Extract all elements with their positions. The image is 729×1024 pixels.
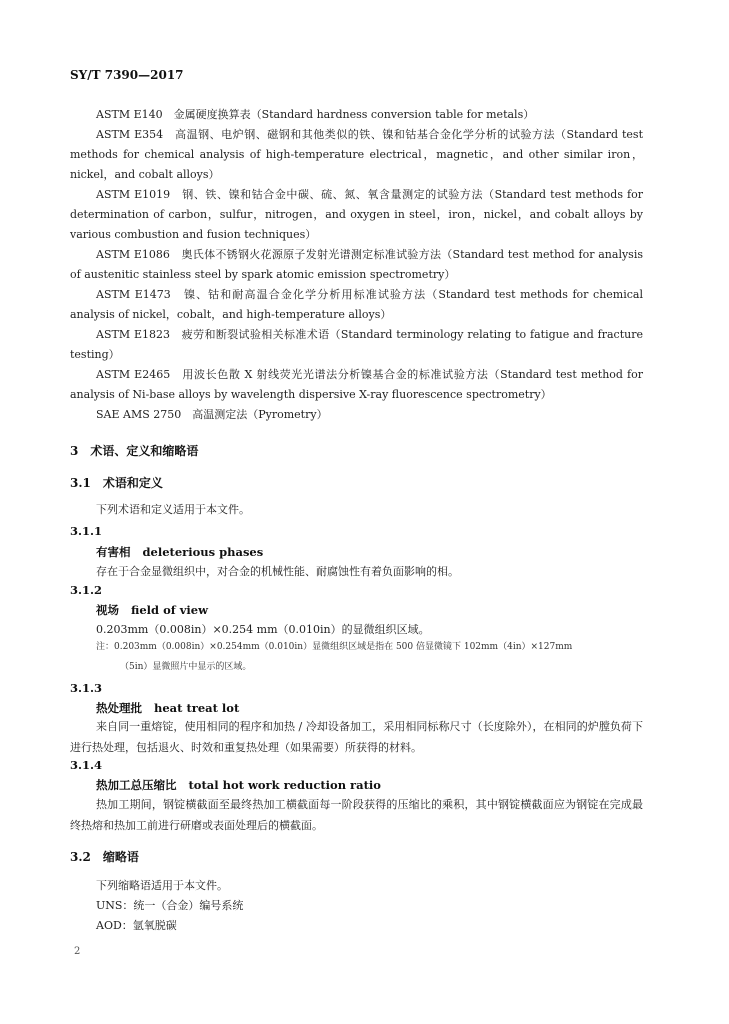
section-3-heading: 3 术语、定义和缩略语 (70, 444, 199, 458)
page-number: 2 (74, 946, 81, 957)
abbreviation-item: AOD：氩氧脱碳 (96, 919, 177, 932)
term-chinese: 热处理批 (96, 701, 142, 715)
term-note: 注：0.203mm（0.008in）×0.254mm（0.010in）显微组织区域是指在 500 倍显微镜下 102mm（4in）×127mm （5in）显微照片中显示的区域。 (96, 642, 573, 672)
term-english: field of view (131, 603, 208, 617)
term-number: 3.1.1 (70, 524, 103, 538)
section-3-1-heading: 3.1 术语和定义 (70, 476, 163, 490)
term-definition: 来自同一重熔锭，使用相同的程序和加热 / 冷却设备加工，采用相同标称尺寸（长度除外），在相同的炉膛负荷下进行热处理，包括退火、时效和重复热处理（如果需要）所获得的材料。 (70, 720, 643, 754)
term-chinese: 有害相 (96, 545, 131, 559)
term-title (96, 777, 381, 793)
term-title (96, 602, 208, 618)
normative-references-list (70, 105, 643, 425)
term-english: deleterious phases (142, 545, 264, 559)
reference-item: ASTM E140 金属硬度换算表（Standard hardness conversion table for metals） (96, 108, 535, 121)
section-3-1-intro: 下列术语和定义适用于本文件。 (96, 503, 250, 516)
reference-item: SAE AMS 2750 高温测定法（Pyrometry） (96, 408, 328, 421)
term-number: 3.1.4 (70, 758, 103, 772)
section-3-2-intro: 下列缩略语适用于本文件。 (96, 879, 228, 892)
reference-item: ASTM E1086 奥氏体不锈钢火花源原子发射光谱测定标准试验方法（Standard test method for analysis of austenitic stainless steel by spark atomic emission spectrometry） (70, 248, 643, 281)
reference-item: ASTM E1473 镍、钴和耐高温合金化学分析用标准试验方法（Standard test methods for chemical analysis of nickel，cobalt，and high-temperature alloys） (70, 288, 643, 321)
reference-item: ASTM E2465 用波长色散 X 射线荧光光谱法分析镍基合金的标准试验方法（Standard test method for analysis of Ni-base alloys by wavelength dispersive X-ray fluorescence spectrometry） (70, 368, 643, 401)
term-english: heat treat lot (154, 701, 240, 715)
abbreviation-item: UNS：统一（合金）编号系统 (96, 899, 244, 912)
reference-item: ASTM E1823 疲劳和断裂试验相关标准术语（Standard terminology relating to fatigue and fracture testing） (70, 328, 643, 361)
term-number: 3.1.3 (70, 681, 103, 695)
term-english: total hot work reduction ratio (188, 778, 381, 792)
term-definition: 存在于合金显微组织中，对合金的机械性能、耐腐蚀性有着负面影响的相。 (96, 565, 459, 578)
term-title (96, 544, 263, 560)
section-3-2-heading: 3.2 缩略语 (70, 850, 139, 864)
term-chinese: 热加工总压缩比 (96, 778, 177, 792)
standard-code-header: SY/T 7390—2017 (70, 68, 184, 82)
term-title (96, 700, 239, 716)
reference-item: ASTM E1019 钢、铁、镍和钴合金中碳、硫、氮、氧含量测定的试验方法（Standard test methods for determination of carbon，sulfur，nitrogen，and oxygen in steel，iron，nickel，and cobalt alloys by various combustion and fusion techniques） (70, 188, 643, 241)
term-chinese: 视场 (96, 603, 119, 617)
term-number: 3.1.2 (70, 583, 103, 597)
term-definition: 0.203mm（0.008in）×0.254 mm（0.010in）的显微组织区域。 (96, 623, 430, 636)
reference-item: ASTM E354 高温钢、电炉钢、磁钢和其他类似的铁、镍和钴基合金化学分析的试验方法（Standard test methods for chemical analysis of high-temperature electrical，magnetic，and other similar iron，nickel，and cobalt alloys） (70, 128, 643, 181)
term-definition: 热加工期间，钢锭横截面至最终热加工横截面每一阶段获得的压缩比的乘积，其中钢锭横截面应为钢锭在完成最终热熔和热加工前进行研磨或表面处理后的横截面。 (70, 798, 643, 832)
